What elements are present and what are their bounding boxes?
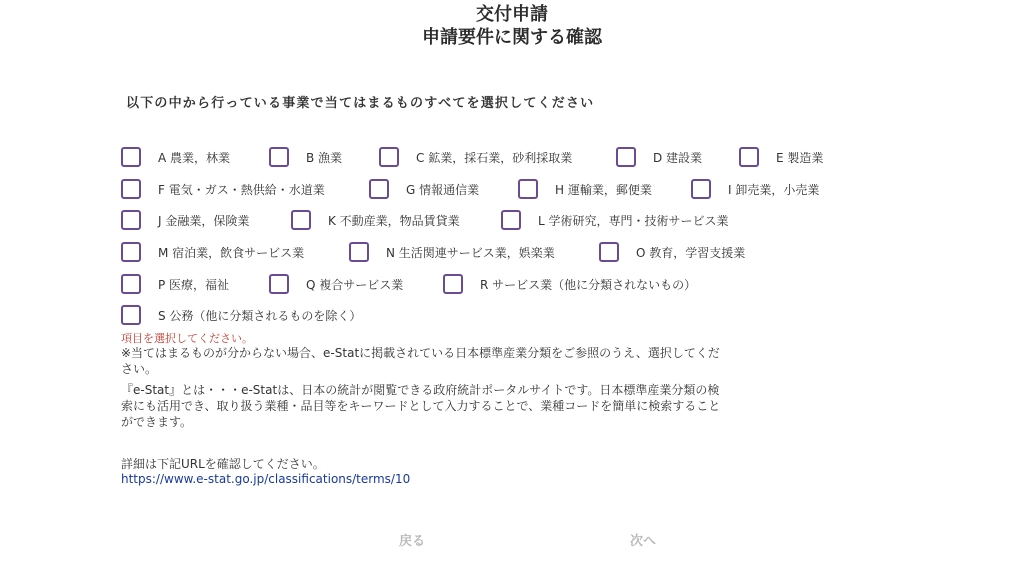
option-label: R サービス業（他に分類されないもの）	[480, 277, 697, 292]
validation-error: 項目を選択してください。	[121, 332, 253, 345]
checkbox[interactable]	[616, 147, 636, 167]
option-o[interactable]	[599, 240, 745, 264]
option-label: Q 複合サービス業	[306, 277, 404, 292]
option-a[interactable]	[121, 145, 230, 169]
option-j[interactable]	[121, 208, 249, 232]
option-label: J 金融業，保険業	[158, 213, 250, 228]
option-label: N 生活関連サービス業，娯楽業	[386, 245, 555, 260]
option-b[interactable]	[269, 145, 342, 169]
option-label: H 運輸業，郵便業	[555, 182, 652, 197]
checkbox[interactable]	[501, 210, 521, 230]
option-label: E 製造業	[776, 150, 824, 165]
option-label: F 電気・ガス・熱供給・水道業	[158, 182, 325, 197]
option-p[interactable]	[121, 272, 229, 296]
note-estat: 『e-Stat』とは・・・e-Statは、日本の統計が閲覧できる政府統計ポータルサイトです。日本標準産業分類の検索にも活用でき、取り扱う業種・品目等をキーワードとして入力することで、業種コードを簡単に検索することができます。	[121, 383, 721, 429]
estat-link[interactable]: https://www.e-stat.go.jp/classifications/terms/10	[121, 472, 411, 486]
checkbox[interactable]	[739, 147, 759, 167]
checkbox[interactable]	[379, 147, 399, 167]
checkbox[interactable]	[121, 210, 141, 230]
checkbox[interactable]	[369, 179, 389, 199]
checkbox[interactable]	[518, 179, 538, 199]
option-h[interactable]	[518, 177, 652, 201]
option-c[interactable]	[379, 145, 572, 169]
page-title: 交付申請	[476, 4, 548, 25]
option-r[interactable]	[443, 272, 696, 296]
option-label: I 卸売業，小売業	[728, 182, 820, 197]
question-text: 以下の中から行っている事業で当てはまるものすべてを選択してください	[126, 96, 595, 111]
checkbox[interactable]	[291, 210, 311, 230]
next-button[interactable]: 次へ	[630, 530, 656, 549]
option-s[interactable]	[121, 303, 361, 327]
option-e[interactable]	[739, 145, 823, 169]
checkbox[interactable]	[121, 274, 141, 294]
page-subtitle: 申請要件に関する確認	[422, 27, 602, 48]
checkbox[interactable]	[691, 179, 711, 199]
option-label: C 鉱業，採石業，砂利採取業	[416, 150, 573, 165]
option-i[interactable]	[691, 177, 819, 201]
note-unknown: ※当てはまるものが分からない場合、e-Statに掲載されている日本標準産業分類をご参照のうえ、選択してください。	[121, 346, 720, 376]
option-g[interactable]	[369, 177, 479, 201]
option-label: D 建設業	[653, 150, 703, 165]
option-d[interactable]	[616, 145, 702, 169]
option-label: O 教育，学習支援業	[636, 245, 746, 260]
checkbox[interactable]	[269, 274, 289, 294]
option-label: P 医療，福祉	[158, 277, 230, 292]
option-label: A 農業，林業	[158, 150, 231, 165]
checkbox[interactable]	[121, 242, 141, 262]
note-details: 詳細は下記URLを確認してください。	[121, 457, 325, 471]
checkbox[interactable]	[121, 305, 141, 325]
option-f[interactable]	[121, 177, 325, 201]
checkbox[interactable]	[121, 179, 141, 199]
option-label: G 情報通信業	[406, 182, 480, 197]
option-q[interactable]	[269, 272, 403, 296]
checkbox[interactable]	[443, 274, 463, 294]
checkbox[interactable]	[121, 147, 141, 167]
option-label: S 公務（他に分類されるものを除く）	[158, 308, 362, 323]
checkbox[interactable]	[349, 242, 369, 262]
back-button[interactable]: 戻る	[399, 530, 425, 549]
option-n[interactable]	[349, 240, 555, 264]
checkbox[interactable]	[269, 147, 289, 167]
option-m[interactable]	[121, 240, 304, 264]
option-label: L 学術研究，専門・技術サービス業	[538, 213, 729, 228]
option-l[interactable]	[501, 208, 729, 232]
option-k[interactable]	[291, 208, 460, 232]
option-label: M 宿泊業，飲食サービス業	[158, 245, 305, 260]
option-label: B 漁業	[306, 150, 343, 165]
option-label: K 不動産業，物品賃貸業	[328, 213, 460, 228]
checkbox[interactable]	[599, 242, 619, 262]
